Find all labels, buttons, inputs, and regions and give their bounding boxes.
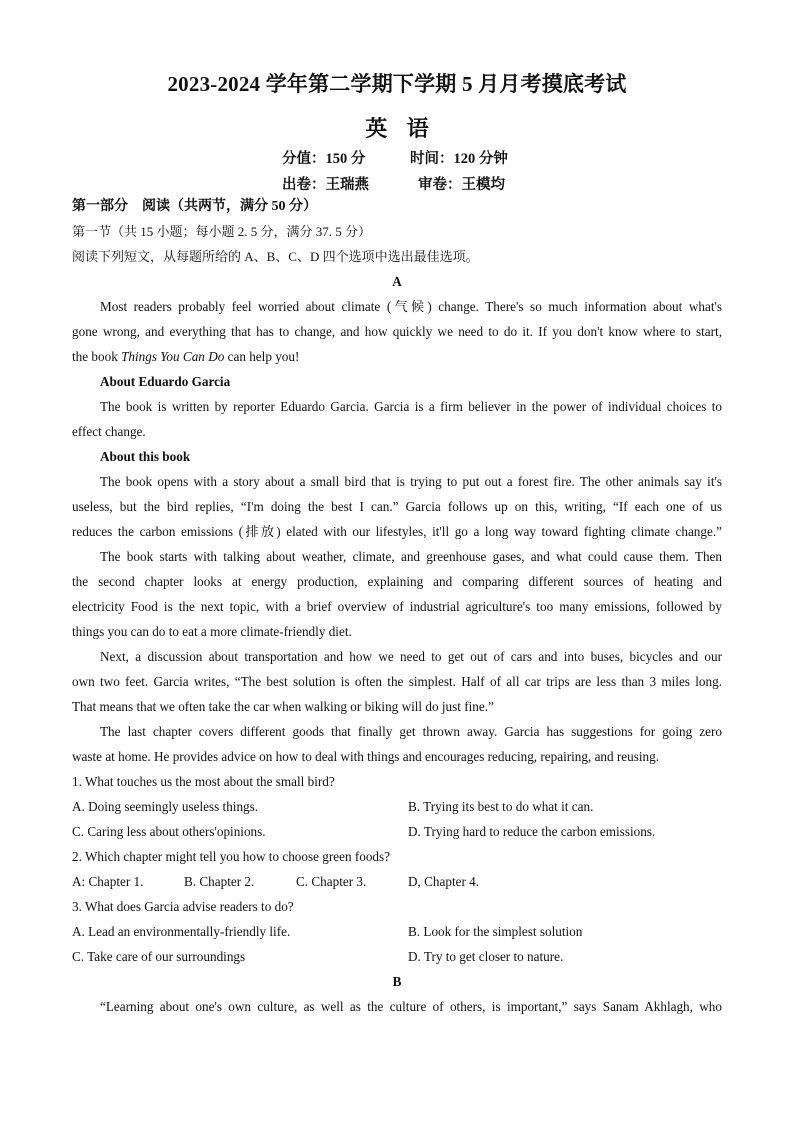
- time-info: 时间：120 分钟: [410, 151, 508, 167]
- subject-title: 英 语: [365, 116, 429, 141]
- option-c: C. Chapter 3.: [296, 874, 367, 889]
- option-b: B. Trying its best to do what it can.: [408, 799, 594, 814]
- text-line: [72, 344, 722, 369]
- text-line: That means that we often take the car when walking or biking will do just fine.”: [72, 699, 494, 714]
- option-row: [72, 944, 722, 969]
- part1-heading: 第一部分 阅读（共两节，满分 50 分）: [72, 199, 317, 214]
- passage-a-paragraph-4: [72, 544, 722, 644]
- text-line: things you can do to eat a more climate-friendly diet.: [72, 624, 352, 639]
- text-line: The book is written by reporter Eduardo Garcia. Garcia is a firm believer in the power of individual choices to: [100, 399, 722, 414]
- text-line: waste at home. He provides advice on how to deal with things and encourages reducing, repairing, and reusing.: [72, 749, 660, 764]
- instruction: 阅读下列短文，从每题所给的 A、B、C、D 四个选项中选出最佳选项。: [72, 249, 479, 264]
- passage-a-paragraph-1: [72, 294, 722, 369]
- text-line: The last chapter covers different goods that finally get thrown away. Garcia has suggestions for going zero: [100, 724, 722, 739]
- option-c: C. Caring less about others'opinions.: [72, 824, 266, 839]
- passage-a-paragraph-6: [72, 719, 722, 769]
- text-line: useless, but the bird replies, “I'm doing the best I can.” Garcia follows up on this, writing, “If each one of us: [72, 499, 722, 514]
- section1-heading: 第一节（共 15 小题；每小题 2. 5 分，满分 37. 5 分）: [72, 224, 372, 239]
- passage-a-paragraph-3: [72, 469, 722, 544]
- score-info: 分值：150 分: [282, 151, 366, 167]
- option-a: A. Doing seemingly useless things.: [72, 799, 259, 814]
- option-row: [72, 794, 722, 819]
- exam-body: [72, 194, 722, 1019]
- text-line: The book starts with talking about weather, climate, and greenhouse gases, and what could cause them. Then: [100, 549, 722, 564]
- option-b: B. Look for the simplest solution: [408, 924, 583, 939]
- passage-a-paragraph-2: [72, 394, 722, 444]
- question-stem: 3. What does Garcia advise readers to do?: [72, 899, 294, 914]
- text-line: reduces the carbon emissions (排放) elated with our lifestyles, it'll go a long way toward fighting climate change.”: [72, 524, 722, 539]
- text-line: The book opens with a story about a small bird that is trying to put out a forest fire. The other animals say it's: [100, 474, 722, 489]
- option-row: [72, 819, 722, 844]
- exam-title: 2023-2024 学年第二学期下学期 5 月月考摸底考试: [167, 72, 627, 96]
- option-a: A. Lead an environmentally-friendly life.: [72, 924, 291, 939]
- reviewer-info: 审卷：王模均: [418, 177, 505, 193]
- option-a: A: Chapter 1.: [72, 874, 144, 889]
- question-stem: 2. Which chapter might tell you how to choose green foods?: [72, 849, 391, 864]
- passage-b-label: B: [392, 974, 402, 989]
- option-d: D, Chapter 4.: [408, 874, 480, 889]
- passage-a-paragraph-5: [72, 644, 722, 719]
- question-3: [72, 894, 722, 969]
- question-stem: 1. What touches us the most about the small bird?: [72, 774, 335, 789]
- text-line: Next, a discussion about transportation and how we need to get out of cars and into buses, bicycles and our: [100, 649, 722, 664]
- question-2: [72, 844, 722, 894]
- about-book-heading: About this book: [100, 449, 191, 464]
- option-d: D. Try to get closer to nature.: [408, 949, 564, 964]
- option-d: D. Trying hard to reduce the carbon emissions.: [408, 824, 656, 839]
- author-info: 出卷：王瑞燕: [282, 177, 369, 193]
- passage-a-label: A: [392, 274, 402, 289]
- text-line: the second chapter looks at energy production, explaining and comparing different sources of heating and: [72, 574, 722, 589]
- text-line: effect change.: [72, 424, 146, 439]
- text-span: can help you!: [224, 349, 300, 364]
- text-line: gone wrong, and everything that has to change, and how quickly we need to do it. If you don't know where to start,: [72, 324, 722, 339]
- passage-b-paragraph-1: “Learning about one's own culture, as well as the culture of others, is important,” says Sanam Akhlagh, who: [100, 999, 722, 1014]
- text-line: Most readers probably feel worried about climate (气候) change. There's so much information about what's: [100, 299, 722, 314]
- option-row: [72, 919, 722, 944]
- option-b: B. Chapter 2.: [184, 874, 255, 889]
- text-line: electricity Food is the next topic, with a brief overview of industrial agriculture's too many emissions, followed by: [72, 599, 722, 614]
- option-c: C. Take care of our surroundings: [72, 949, 246, 964]
- option-row: [72, 869, 722, 894]
- about-author-heading: About Eduardo Garcia: [100, 374, 231, 389]
- question-1: [72, 769, 722, 844]
- book-title: Things You Can Do: [121, 349, 225, 364]
- text-span: the book: [72, 349, 122, 364]
- text-line: own two feet. Garcia writes, “The best solution is often the simplest. Half of all car trips are less than 3 miles long.: [72, 674, 722, 689]
